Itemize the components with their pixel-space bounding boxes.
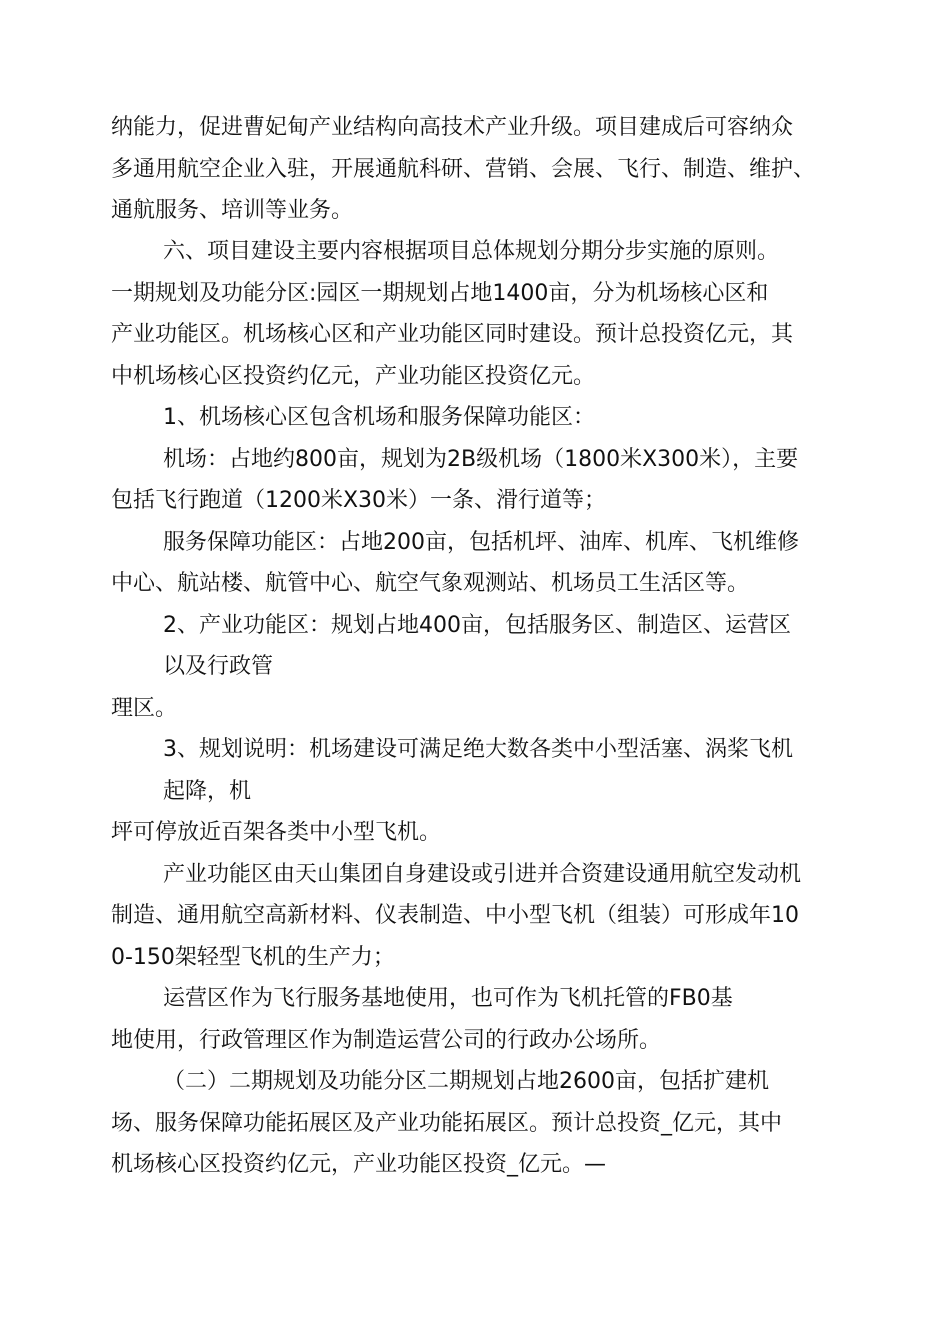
- body-text-line: 通航服务、培训等业务。: [111, 198, 354, 223]
- body-text-line: 服务保障功能区：占地200亩，包括机坪、油库、机库、飞机维修: [163, 530, 799, 555]
- list-item-line: 2、产业功能区：规划占地400亩，包括服务区、制造区、运营区: [163, 613, 791, 638]
- body-text-line: 机场：占地约800亩，规划为2B级机场（1800米X300米），主要: [163, 447, 799, 472]
- body-text-line: 中心、航站楼、航管中心、航空气象观测站、机场员工生活区等。: [111, 571, 750, 596]
- body-text-line: 中机场核心区投资约亿元，产业功能区投资亿元。: [111, 364, 596, 389]
- body-text-line: 0-150架轻型飞机的生产力；: [111, 945, 395, 970]
- body-text-line: 以及行政管: [163, 654, 274, 679]
- body-text-line: 纳能力，促进曹妃甸产业结构向高技术产业升级。项目建成后可容纳众: [111, 115, 794, 140]
- body-text-line: 产业功能区由天山集团自身建设或引进并合资建设通用航空发动机: [163, 862, 802, 887]
- body-text-line: 运营区作为飞行服务基地使用，也可作为飞机托管的FB0基: [163, 986, 733, 1011]
- body-text-line: 机场核心区投资约亿元，产业功能区投资_亿元。—: [111, 1152, 607, 1177]
- body-text-line: 一期规划及功能分区:园区一期规划占地1400亩，分为机场核心区和: [111, 281, 769, 306]
- list-item-line: 1、机场核心区包含机场和服务保障功能区：: [163, 405, 595, 430]
- section-heading-line: 六、项目建设主要内容根据项目总体规划分期分步实施的原则。: [163, 239, 780, 264]
- body-text-line: 包括飞行跑道（1200米X30米）一条、滑行道等；: [111, 488, 607, 513]
- body-text-line: 场、服务保障功能拓展区及产业功能拓展区。预计总投资_亿元，其中: [111, 1111, 783, 1136]
- body-text-line: 起降，机: [163, 779, 252, 804]
- body-text-line: 理区。: [111, 696, 178, 721]
- body-text-line: 多通用航空企业入驻，开展通航科研、营销、会展、飞行、制造、维护、: [111, 157, 816, 182]
- body-text-line: 产业功能区。机场核心区和产业功能区同时建设。预计总投资亿元，其: [111, 322, 794, 347]
- list-item-line: 3、规划说明：机场建设可满足绝大数各类中小型活塞、涡桨飞机: [163, 737, 793, 762]
- body-text-line: 地使用，行政管理区作为制造运营公司的行政办公场所。: [111, 1028, 662, 1053]
- body-text-line: 坪可停放近百架各类中小型飞机。: [111, 820, 442, 845]
- body-text-line: 制造、通用航空高新材料、仪表制造、中小型飞机（组装）可形成年10: [111, 903, 799, 928]
- section-heading-line: （二）二期规划及功能分区二期规划占地2600亩，包括扩建机: [163, 1069, 769, 1094]
